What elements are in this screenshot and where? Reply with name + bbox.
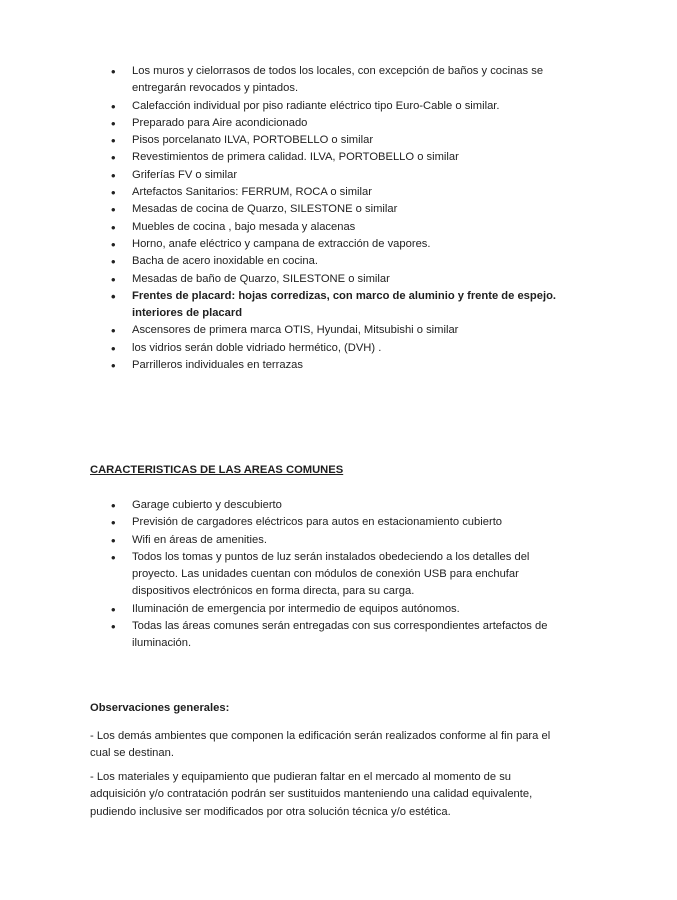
common-areas-list [111,497,572,653]
list-item: • Wifi en áreas de amenities. [111,532,572,549]
list-item: • Calefacción individual por piso radiante eléctrico tipo Euro-Cable o similar. [111,98,592,115]
list-item: • Los muros y cielorrasos de todos los locales, con excepción de baños y cocinas se entregarán revocados y pintados. [111,63,592,98]
list-item: • Muebles de cocina , bajo mesada y alacenas [111,219,592,236]
list-item: • Iluminación de emergencia por intermedio de equipos autónomos. [111,601,572,618]
list-item: • Mesadas de baño de Quarzo, SILESTONE o similar [111,271,592,288]
observation-paragraph: - Los materiales y equipamiento que pudieran faltar en el mercado al momento de su adquisición y/o contratación podrán ser sustituidos manteniendo una calidad equivalente, pudiendo inclusive ser modificados por otra solución técnica y/o estética. [90,771,533,818]
list-item: • Artefactos Sanitarios: FERRUM, ROCA o similar [111,184,592,201]
list-item: • Horno, anafe eléctrico y campana de extracción de vapores. [111,236,592,253]
list-item: • Bacha de acero inoxidable en cocina. [111,253,592,270]
list-item: • Ascensores de primera marca OTIS, Hyundai, Mitsubishi o similar [111,322,592,339]
list-item: • Todos los tomas y puntos de luz serán instalados obedeciendo a los detalles del proyecto. Las unidades cuentan con módulos de conexión USB para enchufar dispositivos electrónicos en forma directa, para su carga. [111,549,572,601]
list-item: • Previsión de cargadores eléctricos para autos en estacionamiento cubierto [111,514,572,531]
list-item: • los vidrios serán doble vidriado hermético, (DVH) . [111,340,592,357]
list-item: • Griferías FV o similar [111,167,592,184]
list-item: • Preparado para Aire acondicionado [111,115,592,132]
list-item: • Revestimientos de primera calidad. ILVA, PORTOBELLO o similar [111,149,592,166]
common-areas-heading: CARACTERISTICAS DE LAS AREAS COMUNES [90,464,344,476]
list-item: • Garage cubierto y descubierto [111,497,572,514]
list-item: • Todas las áreas comunes serán entregadas con sus correspondientes artefactos de iluminación. [111,618,572,653]
list-item: • Mesadas de cocina de Quarzo, SILESTONE o similar [111,201,592,218]
list-item: • Frentes de placard: hojas corredizas, con marco de aluminio y frente de espejo. interiores de placard [111,288,592,323]
unit-features-list [111,63,592,374]
observation-paragraph: - Los demás ambientes que componen la edificación serán realizados conforme al fin para el cual se destinan. [90,730,551,760]
observations-heading: Observaciones generales: [90,702,230,714]
list-item: • Pisos porcelanato ILVA, PORTOBELLO o similar [111,132,592,149]
list-item: • Parrilleros individuales en terrazas [111,357,592,374]
